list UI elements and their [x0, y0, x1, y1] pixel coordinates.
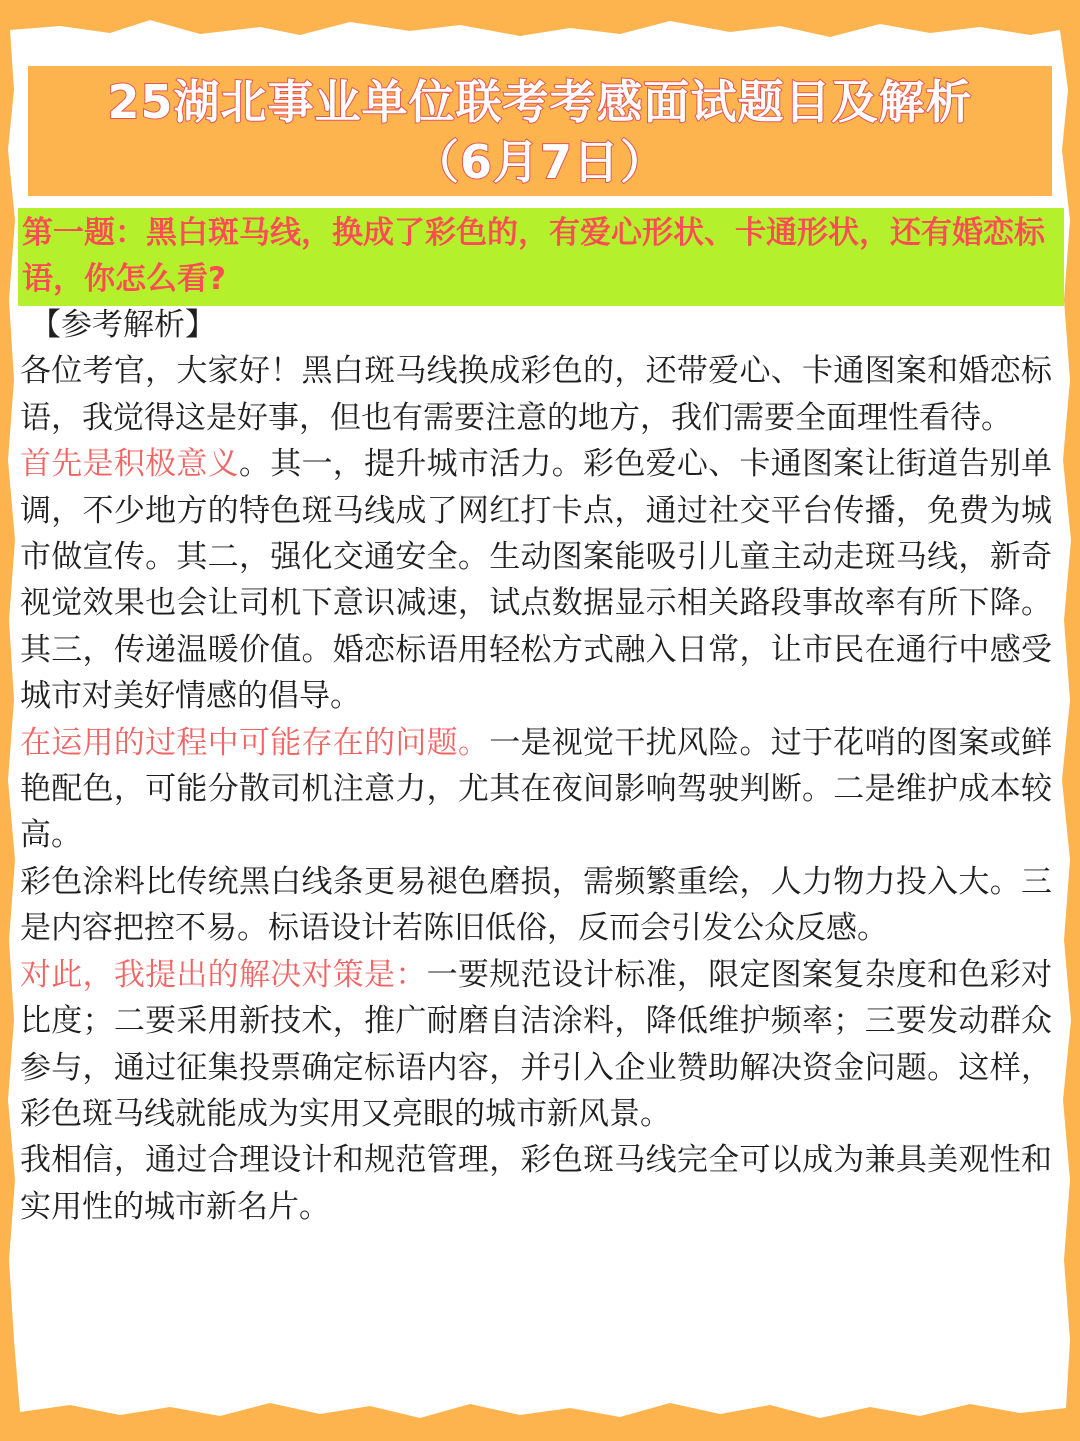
positive-heading: 首先是积极意义: [20, 446, 239, 483]
analysis-label: 【参考解析】: [30, 307, 216, 343]
solutions-body: 一要规范设计标准，限定图案复杂度和色彩对比度；二要采用新技术，推广耐磨自洁涂料，降低维护频率；三要发动群众参与，通过征集投票确定标语内容，并引入企业赞助解决资金问题。这样，彩色斑马线就能成为实用又亮眼的城市新风景。: [20, 956, 1052, 1132]
page-title: 25湖北事业单位联考考感面试题目及解析: [107, 75, 973, 129]
solutions-heading: 对此，我提出的解决对策是：: [20, 956, 427, 993]
conclusion-paragraph: 我相信，通过合理设计和规范管理，彩色斑马线完全可以成为兼具美观性和实用性的城市新名片。: [20, 1142, 1052, 1225]
answer-content: [20, 302, 1052, 1230]
positive-body: 。其一，提升城市活力。彩色爱心、卡通图案让街道告别单调，不少地方的特色斑马线成了网红打卡点，通过社交平台传播，免费为城市做宣传。其二，强化交通安全。生动图案能吸引儿童主动走斑马线，新奇视觉效果也会让司机下意识减速，试点数据显示相关路段事故率有所下降。其三，传递温暖价值。婚恋标语用轻松方式融入日常，让市民在通行中感受城市对美好情感的倡导。: [20, 446, 1052, 715]
page-title-date: （6月7日）: [412, 135, 667, 189]
problems-body: 一是视觉干扰风险。过于花哨的图案或鲜艳配色，可能分散司机注意力，尤其在夜间影响驾驶判断。二是维护成本较高。: [20, 724, 1052, 854]
problems-heading: 在运用的过程中可能存在的问题。: [20, 724, 490, 761]
problems-paragraph: [20, 720, 1052, 859]
intro-paragraph: 各位考官，大家好！黑白斑马线换成彩色的，还带爱心、卡通图案和婚恋标语，我觉得这是好事，但也有需要注意的地方，我们需要全面理性看待。: [20, 353, 1052, 436]
title-banner: [28, 66, 1052, 196]
solutions-paragraph: [20, 952, 1052, 1138]
question-heading: 第一题：黑白斑马线，换成了彩色的，有爱心形状、卡通形状，还有婚恋标语，你怎么看?: [18, 208, 1064, 306]
problems-continued-paragraph: 彩色涂料比传统黑白线条更易褪色磨损，需频繁重绘，人力物力投入大。三是内容把控不易。标语设计若陈旧低俗，反而会引发公众反感。: [20, 863, 1052, 947]
positive-paragraph: [20, 441, 1052, 719]
